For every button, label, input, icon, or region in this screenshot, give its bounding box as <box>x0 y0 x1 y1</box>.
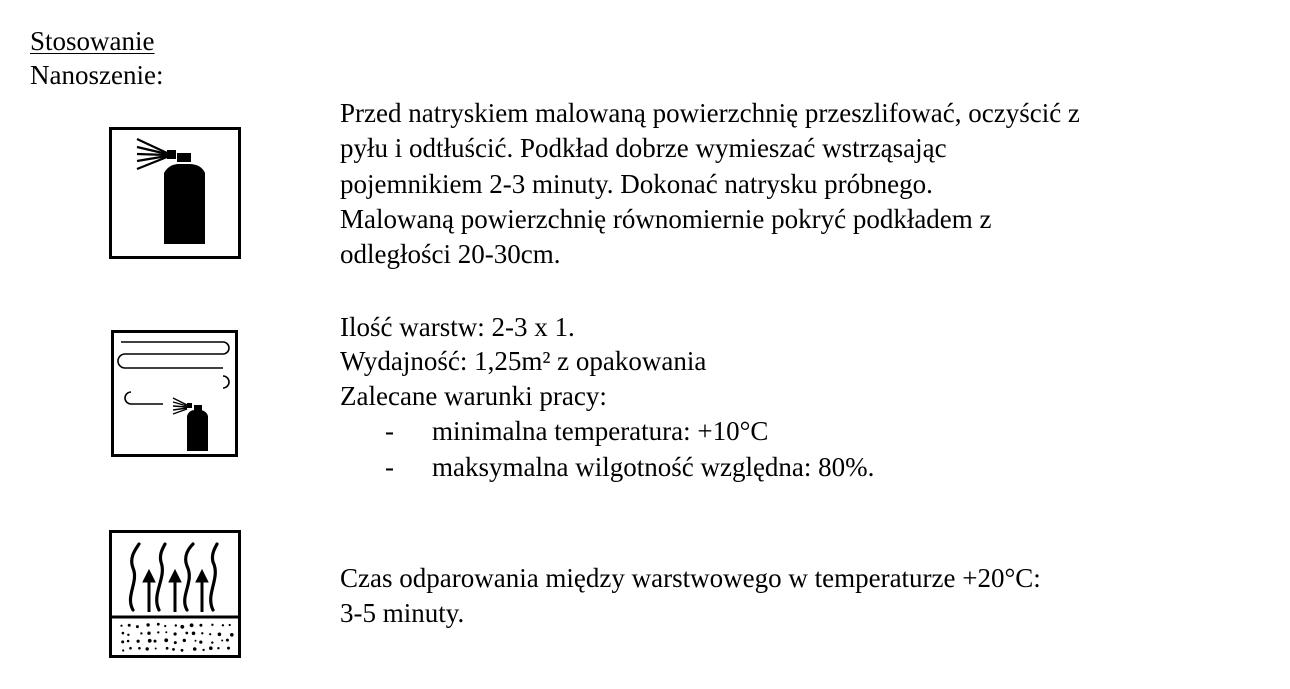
ground-dot <box>192 632 196 636</box>
bullet-marker: - <box>385 416 394 446</box>
ground-dot <box>185 632 188 635</box>
ground-dot <box>129 647 132 650</box>
block2-line-3: Zalecane warunki pracy: <box>340 381 607 411</box>
block1-line-4: Malowaną powierzchnię równomiernie pokryć podkładem z <box>340 204 992 234</box>
ground-dot <box>122 632 125 635</box>
ground-dot <box>165 631 167 633</box>
ground-dot <box>211 641 213 643</box>
ground-dot <box>209 633 211 635</box>
ground-dot <box>128 624 131 627</box>
spray-pattern-icon <box>111 330 238 457</box>
ground-dot <box>211 624 213 626</box>
ground-dot <box>199 641 202 644</box>
ground-dot <box>183 639 186 642</box>
ground-dot <box>148 639 152 643</box>
ground-dot <box>218 633 222 637</box>
ground-dot <box>202 649 204 651</box>
bullet-marker: - <box>385 452 394 482</box>
ground-dot <box>229 624 231 626</box>
ground-dot <box>190 623 194 627</box>
ground-dot <box>122 649 124 651</box>
ground-dot <box>146 647 149 650</box>
ground-dot <box>127 634 129 636</box>
ground-dot <box>199 624 202 627</box>
ground-dot <box>180 625 184 629</box>
ground-dot <box>154 640 157 643</box>
block1-line-2: pyłu i odtłuścić. Podkład dobrze wymieszać wstrząsając <box>340 133 947 163</box>
ground-dot <box>174 641 177 644</box>
ground-dot <box>155 648 157 650</box>
ground-dot <box>146 623 149 626</box>
ground-dot <box>217 647 219 649</box>
block3-line-1: Czas odparowania między warstwowego w temperaturze +20°C: <box>340 563 1041 593</box>
ground-dot <box>181 649 184 652</box>
block3-line-2: 3-5 minuty. <box>340 598 465 628</box>
ground-dot <box>227 647 230 650</box>
ground-dot <box>157 623 160 626</box>
ground-dot <box>209 646 213 650</box>
ground-dot <box>157 631 159 633</box>
ground-dot <box>172 648 175 651</box>
block2-line-1: Ilość warstw: 2-3 x 1. <box>340 312 575 342</box>
ground-dot <box>140 632 142 634</box>
ground-dot <box>121 640 124 643</box>
block1-line-3: pojemnikiem 2-3 minuty. Dokonać natrysku próbnego. <box>340 169 933 199</box>
block2-line-2: Wydajność: 1,25m² z opakowania <box>340 346 707 376</box>
spray-can-icon <box>109 127 241 259</box>
ground-dot <box>137 640 140 643</box>
block1-line-1: Przed natryskiem malowaną powierzchnię przeszlifować, oczyścić z <box>340 98 1080 128</box>
bullet-item-2: maksymalna wilgotność względna: 80%. <box>432 452 875 482</box>
ground-dot <box>195 640 197 642</box>
ground-dot <box>138 647 141 650</box>
ground-dot <box>226 639 229 642</box>
ground-dot <box>175 624 177 626</box>
ground-dot <box>174 632 177 635</box>
ground-dot <box>164 625 166 627</box>
ground-dot <box>136 625 139 628</box>
ground-dot <box>201 632 203 634</box>
evaporation-icon <box>109 530 241 658</box>
ground-dot <box>230 633 234 637</box>
ground-dot <box>147 632 150 635</box>
ground-dot <box>127 640 130 643</box>
block1-line-5: odległości 20-30cm. <box>340 239 561 269</box>
bullet-item-1: minimalna temperatura: +10°C <box>432 416 769 446</box>
ground-dot <box>221 640 223 642</box>
section-subtitle: Nanoszenie: <box>30 60 164 90</box>
ground-dot <box>222 624 224 626</box>
section-title: Stosowanie <box>30 26 155 56</box>
ground-dot <box>164 638 168 642</box>
ground-dot <box>166 647 169 650</box>
ground-dot <box>193 647 197 651</box>
ground-dot <box>120 625 122 627</box>
